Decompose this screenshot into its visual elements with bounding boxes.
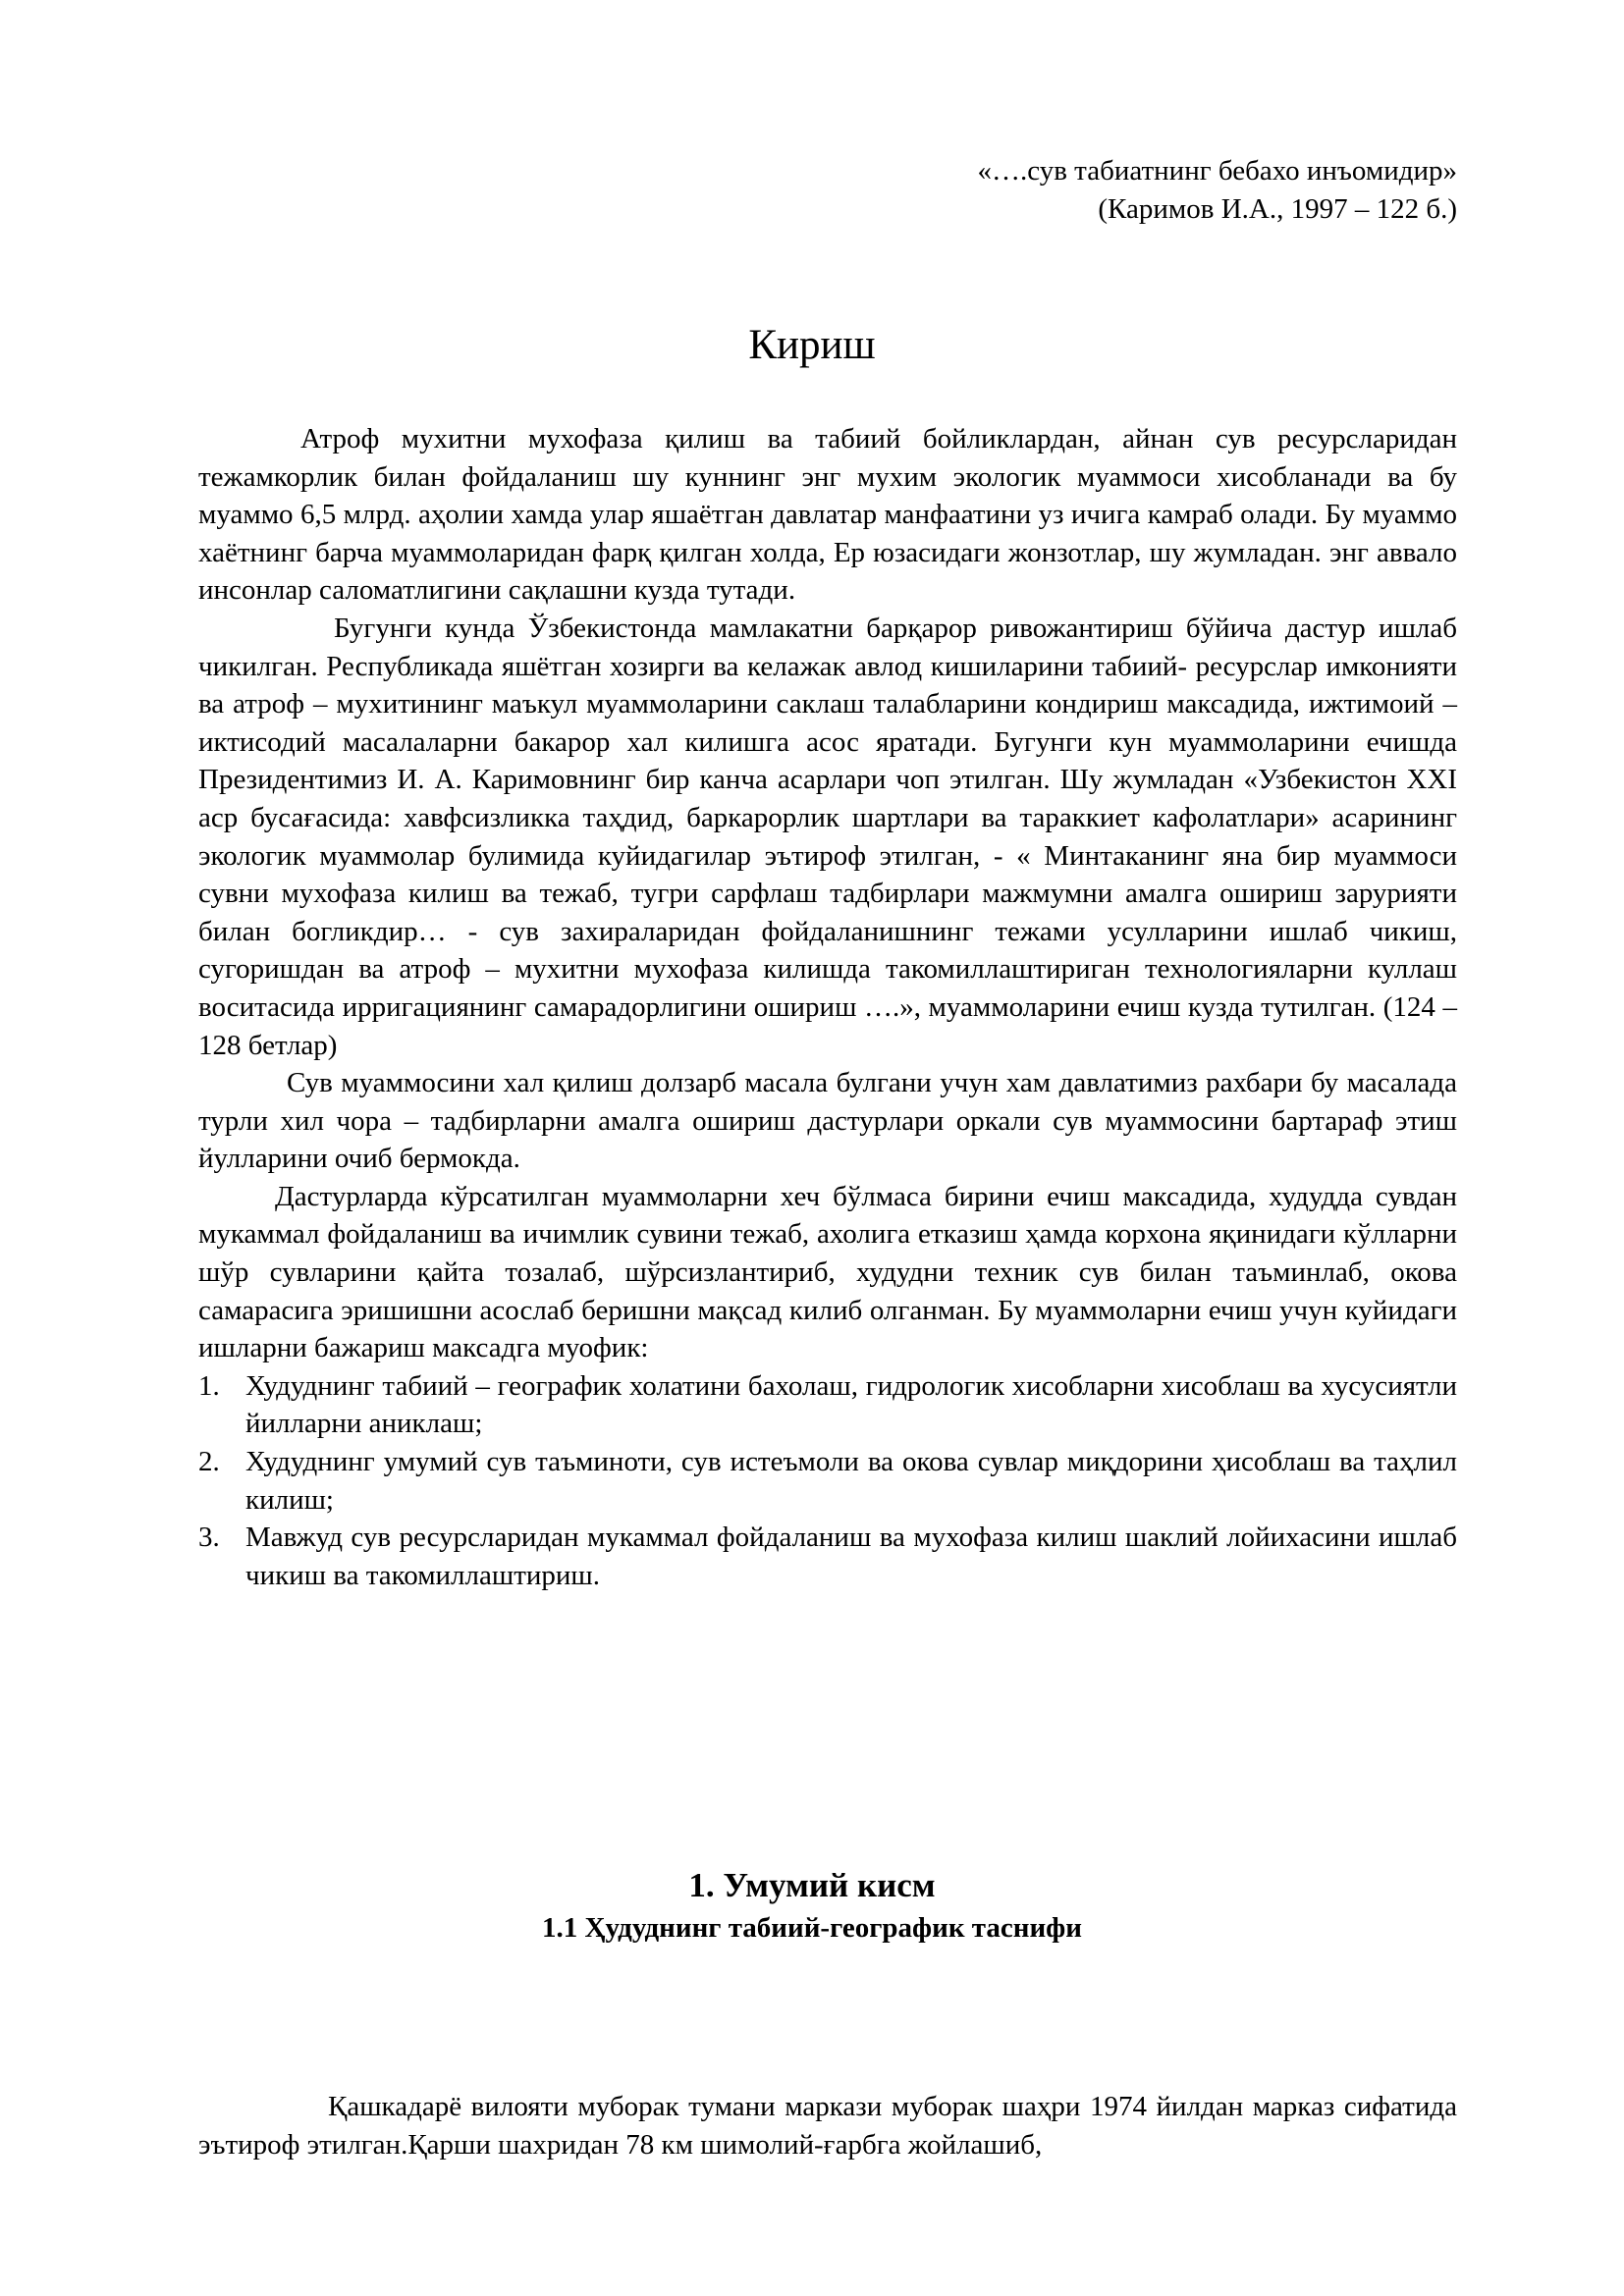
list-item xyxy=(198,1443,1457,1519)
list-number: 2. xyxy=(198,1446,220,1478)
task-list xyxy=(198,1367,1457,1595)
list-text: Худуднинг умумий сув таъминоти, сув истеъмоли ва окова сувлар миқдорини ҳисоблаш ва таҳлил килиш; xyxy=(245,1446,1457,1516)
introduction-body xyxy=(198,420,1457,1594)
list-number: 3. xyxy=(198,1522,220,1554)
section-title: 1. Умумий кисм xyxy=(688,1866,936,1904)
list-item xyxy=(198,1367,1457,1443)
paragraph: Дастурларда кўрсатилган муаммоларни хеч бўлмаса бирини ечиш максадида, худудда сувдан мукаммал фойдаланиш ва ичимлик сувини тежаб, ахолига етказиш ҳамда корхона яқинидаги кўлларни шўр сувларини қайта тозалаб, шўрсизлантириб, худудни техник сув билан таъминлаб, окова самарасига эришишни асослаб беришни мақсад килиб олганман. Бу муаммоларни ечиш учун куйидаги ишларни бажариш максадга муофик: xyxy=(198,1180,1457,1364)
page-title: Кириш xyxy=(748,322,876,368)
epigraph-source: (Каримов И.А., 1997 – 122 б.) xyxy=(1098,193,1457,225)
list-number: 1. xyxy=(198,1369,220,1402)
list-item xyxy=(198,1519,1457,1594)
paragraph: Бугунги кунда Ўзбекистонда мамлакатни барқарор ривожантириш бўйича дастур ишлаб чикилган. Республикада яшётган хозирги ва келажак авлод кишиларини табиий- ресурслар имконияти ва атроф – мухитининг маъкул муаммоларини саклаш талабларини кондириш максадида, ижтимоий – иктисодий масалаларни бакарор хал килишга асос яратади. Бугунги кун муаммоларини ечишда Президентимиз И. А. Каримовнинг бир канча асарлари чоп этилган. Шу жумладан «Узбекистон XXI аср бусағасида: хавфсизликка таҳдид, баркарорлик шартлари ва тараккиет кафолатлари» асарининг экологик муаммолар булимида куйидагилар эътироф этилган, - « Минтаканинг яна бир муаммоси сувни мухофаза килиш ва тежаб, тугри сарфлаш тадбирлари мажмумни амалга ошириш зарурияти билан богликдир… - сув захираларидан фойдаланишнинг тежами усулларини ишлаб чикиш, сугоришдан ва атроф – мухитни мухофаза килишда такомиллаштириган технологияларни куллаш воситасида ирригациянинг самарадорлигини ошириш ….», муаммоларини ечиш кузда тутилган. (124 – 128 бетлар) xyxy=(198,612,1457,1061)
closing-paragraph: Қашкадарё вилояти муборак тумани маркази муборак шаҳри 1974 йилдан марказ сифатида эътироф этилган.Қарши шахридан 78 км шимолий-ғарбга жойлашиб, xyxy=(198,2091,1457,2161)
paragraph: Атроф мухитни мухофаза қилиш ва табиий бойликлардан, айнан сув ресурсларидан тежамкорлик билан фойдаланиш шу куннинг энг мухим экологик муаммоси хисобланади ва бу муаммо 6,5 млрд. аҳолии хамда улар яшаётган давлатар манфаатини уз ичига камраб олади. Бу муаммо хаётнинг барча муаммоларидан фарқ қилган холда, Ер юзасидаги жонзотлар, шу жумладан. энг аввало инсонлар саломатлигини сақлашни кузда тутади. xyxy=(198,423,1457,607)
list-text: Мавжуд сув ресурсларидан мукаммал фойдаланиш ва мухофаза килиш шаклий лойихасини ишлаб чикиш ва такомиллаштириш. xyxy=(245,1522,1457,1591)
subsection-title: 1.1 Ҳудуднинг табиий-географик таснифи xyxy=(542,1912,1082,1944)
paragraph: Сув муаммосини хал қилиш долзарб масала булгани учун хам давлатимиз рахбари бу масалада турли хил чора – тадбирларни амалга ошириш дастурлари оркали сув муаммосини бартараф этиш йулларини очиб бермокда. xyxy=(198,1067,1457,1175)
epigraph xyxy=(978,152,1458,229)
epigraph-quote: «….сув табиатнинг бебахо инъомидир» xyxy=(977,155,1457,187)
list-text: Худуднинг табиий – географик холатини бахолаш, гидрологик хисобларни хисоблаш ва хусусиятли йилларни аниклаш; xyxy=(245,1369,1457,1440)
